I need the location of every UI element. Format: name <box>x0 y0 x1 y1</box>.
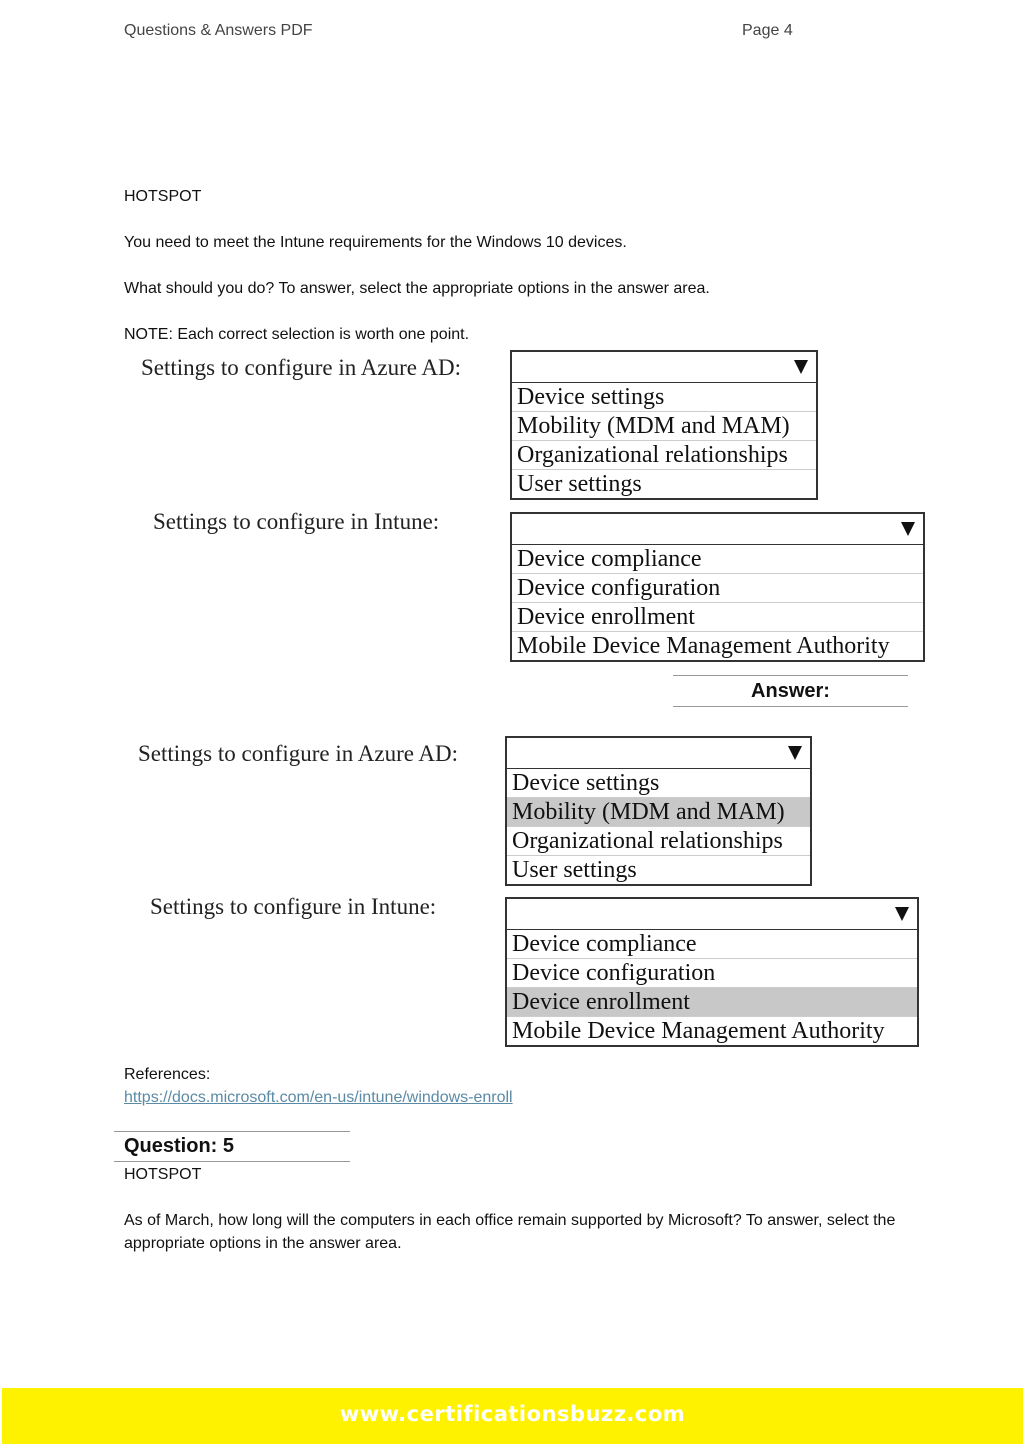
dropdown-option[interactable]: Device settings <box>507 769 810 798</box>
dropdown-option[interactable]: User settings <box>517 471 642 497</box>
dropdown-option[interactable]: Organizational relationships <box>512 441 816 470</box>
dropdown-option[interactable]: Device settings <box>512 383 816 412</box>
footer-website: www.certificationsbuzz.com <box>339 1402 686 1426</box>
dropdown-option-selected[interactable]: Mobility (MDM and MAM) <box>507 798 810 827</box>
question-type: HOTSPOT <box>124 188 202 205</box>
azure-dropdown-header[interactable] <box>512 352 816 383</box>
dropdown-arrow-icon[interactable] <box>788 746 802 760</box>
azure-label: Settings to configure in Azure AD: <box>141 355 462 380</box>
question-heading: Question: 5 <box>124 1135 235 1157</box>
divider <box>114 1161 350 1162</box>
intune-label: Settings to configure in Intune: <box>153 509 440 534</box>
question-type: HOTSPOT <box>124 1166 202 1183</box>
dropdown-option[interactable]: Organizational relationships <box>507 827 810 856</box>
question-line-1: You need to meet the Intune requirements for the Windows 10 devices. <box>124 234 627 251</box>
answer-heading: Answer: <box>751 680 830 702</box>
divider <box>114 1131 350 1132</box>
reference-link[interactable]: https://docs.microsoft.com/en-us/intune/windows-enroll <box>124 1089 513 1106</box>
divider <box>673 706 908 707</box>
answer-azure-dropdown-header[interactable] <box>507 738 810 769</box>
dropdown-arrow-icon[interactable] <box>901 522 915 536</box>
dropdown-option[interactable]: Device configuration <box>507 959 917 988</box>
dropdown-option[interactable]: Mobile Device Management Authority <box>512 1018 885 1044</box>
question-text: As of March, how long will the computers in each office remain supported by Microsoft? To answer, select the appropriate options in the answer area. <box>124 1212 896 1252</box>
dropdown-option[interactable]: Device compliance <box>512 545 923 574</box>
dropdown-option[interactable]: Mobility (MDM and MAM) <box>512 412 816 441</box>
answer-azure-label: Settings to configure in Azure AD: <box>138 741 459 766</box>
dropdown-option[interactable]: Device enrollment <box>512 603 923 632</box>
intune-dropdown-header[interactable] <box>512 514 923 545</box>
answer-azure-dropdown[interactable] <box>505 736 812 886</box>
dropdown-arrow-icon[interactable] <box>794 360 808 374</box>
dropdown-option[interactable]: User settings <box>512 857 637 883</box>
dropdown-option[interactable]: Mobile Device Management Authority <box>517 633 890 659</box>
page-number: Page 4 <box>742 22 793 39</box>
dropdown-option-selected[interactable]: Device enrollment <box>507 988 917 1017</box>
dropdown-arrow-icon[interactable] <box>895 907 909 921</box>
answer-intune-dropdown[interactable] <box>505 897 919 1047</box>
question-note: NOTE: Each correct selection is worth one point. <box>124 326 470 343</box>
answer-intune-label: Settings to configure in Intune: <box>150 894 437 919</box>
intune-dropdown[interactable] <box>510 512 925 662</box>
footer-bar <box>2 1388 1023 1444</box>
answer-intune-dropdown-header[interactable] <box>507 899 917 930</box>
dropdown-option[interactable]: Device compliance <box>507 930 917 959</box>
header-title: Questions & Answers PDF <box>124 22 313 39</box>
divider <box>673 675 908 676</box>
references-label: References: <box>124 1066 211 1083</box>
dropdown-option[interactable]: Device configuration <box>512 574 923 603</box>
question-line-2: What should you do? To answer, select the appropriate options in the answer area. <box>124 280 710 297</box>
azure-dropdown[interactable] <box>510 350 818 500</box>
